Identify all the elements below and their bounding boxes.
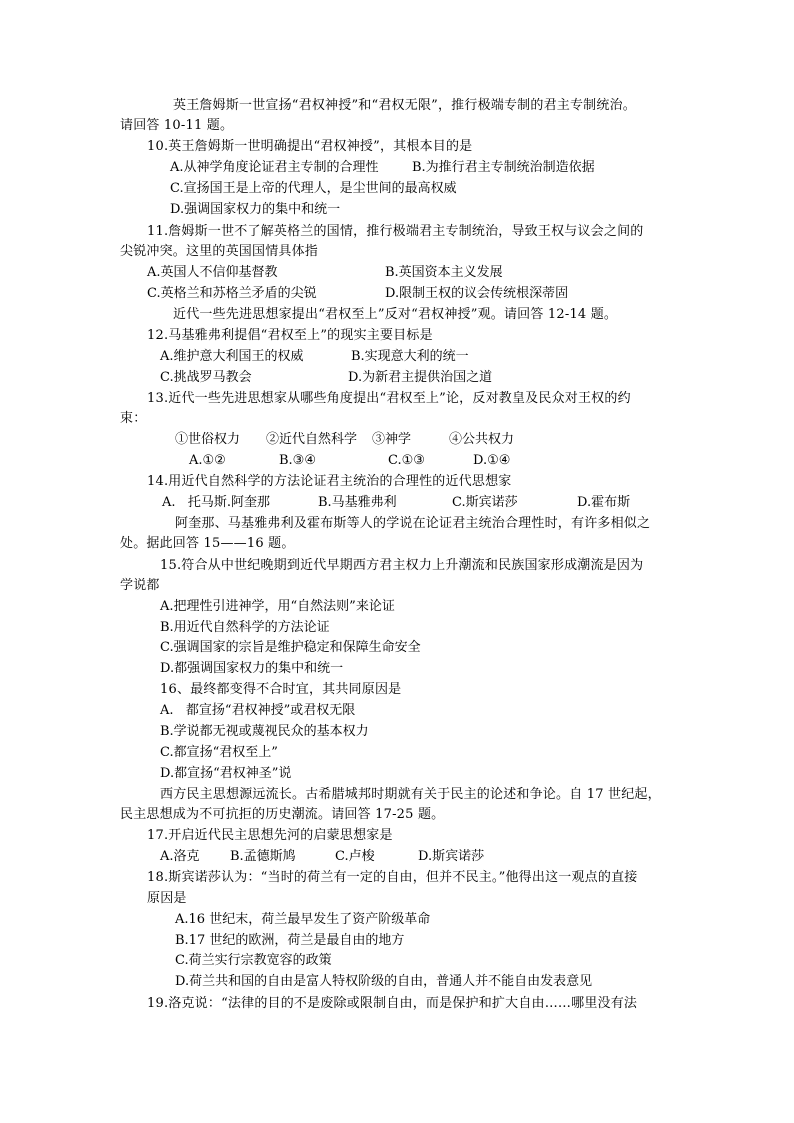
q15-stem-line-2: 学说都 bbox=[120, 578, 160, 593]
q10-stem: 10.英王詹姆斯一世明确提出“君权神授”，其根本目的是 bbox=[147, 139, 473, 154]
q13-stem-line-2: 束： bbox=[120, 411, 147, 426]
q13-item-1: ①世俗权力 bbox=[175, 432, 241, 447]
q18-option-a: A.16 世纪末，荷兰最早发生了资产阶级革命 bbox=[175, 912, 431, 927]
q11-option-c: C.英格兰和苏格兰矛盾的尖锐 bbox=[147, 286, 317, 301]
q15-option-d: D.都强调国家权力的集中和统一 bbox=[160, 661, 344, 676]
q11-option-b: B.英国资本主义发展 bbox=[385, 265, 503, 280]
q14-option-d: D.霍布斯 bbox=[577, 495, 631, 510]
intro-4-line-1: 西方民主思想源远流长。古希腊城邦时期就有关于民主的论述和争论。自 17 世纪起， bbox=[160, 787, 661, 802]
q18-stem-line-2: 原因是 bbox=[147, 891, 187, 906]
q13-item-4: ④公共权力 bbox=[449, 432, 515, 447]
intro-1-line-1: 英王詹姆斯一世宣扬“君权神授”和“君权无限”，推行极端专制的君主专制统治。 bbox=[173, 98, 636, 113]
q18-option-d: D.荷兰共和国的自由是富人特权阶级的自由，普通人并不能自由发表意见 bbox=[175, 974, 593, 989]
q11-stem-line-1: 11.詹姆斯一世不了解英格兰的国情，推行极端君主专制统治，导致王权与议会之间的 bbox=[147, 224, 644, 239]
q16-option-c: C.都宣扬“君权至上” bbox=[160, 745, 278, 760]
q12-option-a: A.维护意大利国王的权威 bbox=[160, 349, 304, 364]
q19-stem-line-1: 19.洛克说：“法律的目的不是废除或限制自由，而是保护和扩大自由……哪里没有法 bbox=[147, 996, 638, 1011]
q17-option-c: C.卢梭 bbox=[335, 849, 375, 864]
q18-option-b: B.17 世纪的欧洲，荷兰是最自由的地方 bbox=[175, 933, 405, 948]
q10-option-c: C.宣扬国王是上帝的代理人，是尘世间的最高权威 bbox=[170, 181, 457, 196]
q11-option-d: D.限制王权的议会传统根深蒂固 bbox=[385, 286, 569, 301]
q13-item-2: ②近代自然科学 bbox=[266, 432, 358, 447]
q14-option-a: A. 托马斯.阿奎那 bbox=[162, 495, 271, 510]
q17-option-d: D.斯宾诺莎 bbox=[418, 849, 485, 864]
q16-option-b: B.学说都无视或蔑视民众的基本权力 bbox=[160, 724, 369, 739]
q15-option-c: C.强调国家的宗旨是维护稳定和保障生命安全 bbox=[160, 640, 421, 655]
q13-stem-line-1: 13.近代一些先进思想家从哪些角度提出“君权至上”论，反对教皇及民众对王权的约 bbox=[147, 391, 631, 406]
q18-stem-line-1: 18.斯宾诺莎认为：“当时的荷兰有一定的自由，但并不民主。”他得出这一观点的直接 bbox=[147, 870, 638, 885]
q11-stem-line-2: 尖锐冲突。这里的英国国情具体指 bbox=[120, 244, 319, 259]
q18-option-c: C.荷兰实行宗教宽容的政策 bbox=[175, 953, 332, 968]
q16-option-a: A. 都宣扬“君权神授”或君权无限 bbox=[160, 703, 356, 718]
q12-option-c: C.挑战罗马教会 bbox=[160, 370, 252, 385]
intro-3-line-2: 处。据此回答 15——16 题。 bbox=[120, 536, 295, 551]
q15-option-b: B.用近代自然科学的方法论证 bbox=[160, 620, 330, 635]
q13-option-a: A.①② bbox=[189, 453, 226, 468]
intro-3-line-1: 阿奎那、马基雅弗利及霍布斯等人的学说在论证君主统治合理性时，有许多相似之 bbox=[175, 516, 651, 531]
q13-option-c: C.①③ bbox=[388, 453, 425, 468]
q12-option-b: B.实现意大利的统一 bbox=[351, 349, 469, 364]
q16-stem: 16、最终都变得不合时宜，其共同原因是 bbox=[160, 682, 402, 697]
q15-option-a: A.把理性引进神学，用“自然法则”来论证 bbox=[160, 599, 395, 614]
intro-1-line-2: 请回答 10-11 题。 bbox=[120, 118, 234, 133]
q14-stem: 14.用近代自然科学的方法论证君主统治的合理性的近代思想家 bbox=[147, 474, 512, 489]
intro-4-line-2: 民主思想成为不可抗拒的历史潮流。请回答 17-25 题。 bbox=[120, 807, 445, 822]
intro-2: 近代一些先进思想家提出“君权至上”反对“君权神授”观。请回答 12-14 题。 bbox=[173, 307, 618, 322]
q11-option-a: A.英国人不信仰基督教 bbox=[147, 265, 278, 280]
q16-option-d: D.都宣扬“君权神圣”说 bbox=[160, 766, 292, 781]
q17-option-a: A.洛克 bbox=[160, 849, 200, 864]
q10-option-d: D.强调国家权力的集中和统一 bbox=[170, 202, 341, 217]
q14-option-b: B.马基雅弗利 bbox=[318, 495, 397, 510]
q13-option-b: B.③④ bbox=[279, 453, 316, 468]
q13-option-d: D.①④ bbox=[473, 453, 511, 468]
q10-option-a: A.从神学角度论证君主专制的合理性 bbox=[170, 160, 379, 175]
q15-stem-line-1: 15.符合从中世纪晚期到近代早期西方君主权力上升潮流和民族国家形成潮流是因为 bbox=[160, 558, 644, 573]
q12-option-d: D.为新君主提供治国之道 bbox=[348, 370, 493, 385]
q17-option-b: B.孟德斯鸠 bbox=[230, 849, 296, 864]
q17-stem: 17.开启近代民主思想先河的启蒙思想家是 bbox=[147, 828, 393, 843]
q12-stem: 12.马基雅弗利提倡“君权至上”的现实主要目标是 bbox=[147, 328, 433, 343]
q10-option-b: B.为推行君主专制统治制造依据 bbox=[412, 160, 595, 175]
q13-item-3: ③神学 bbox=[372, 432, 412, 447]
q14-option-c: C.斯宾诺莎 bbox=[452, 495, 518, 510]
